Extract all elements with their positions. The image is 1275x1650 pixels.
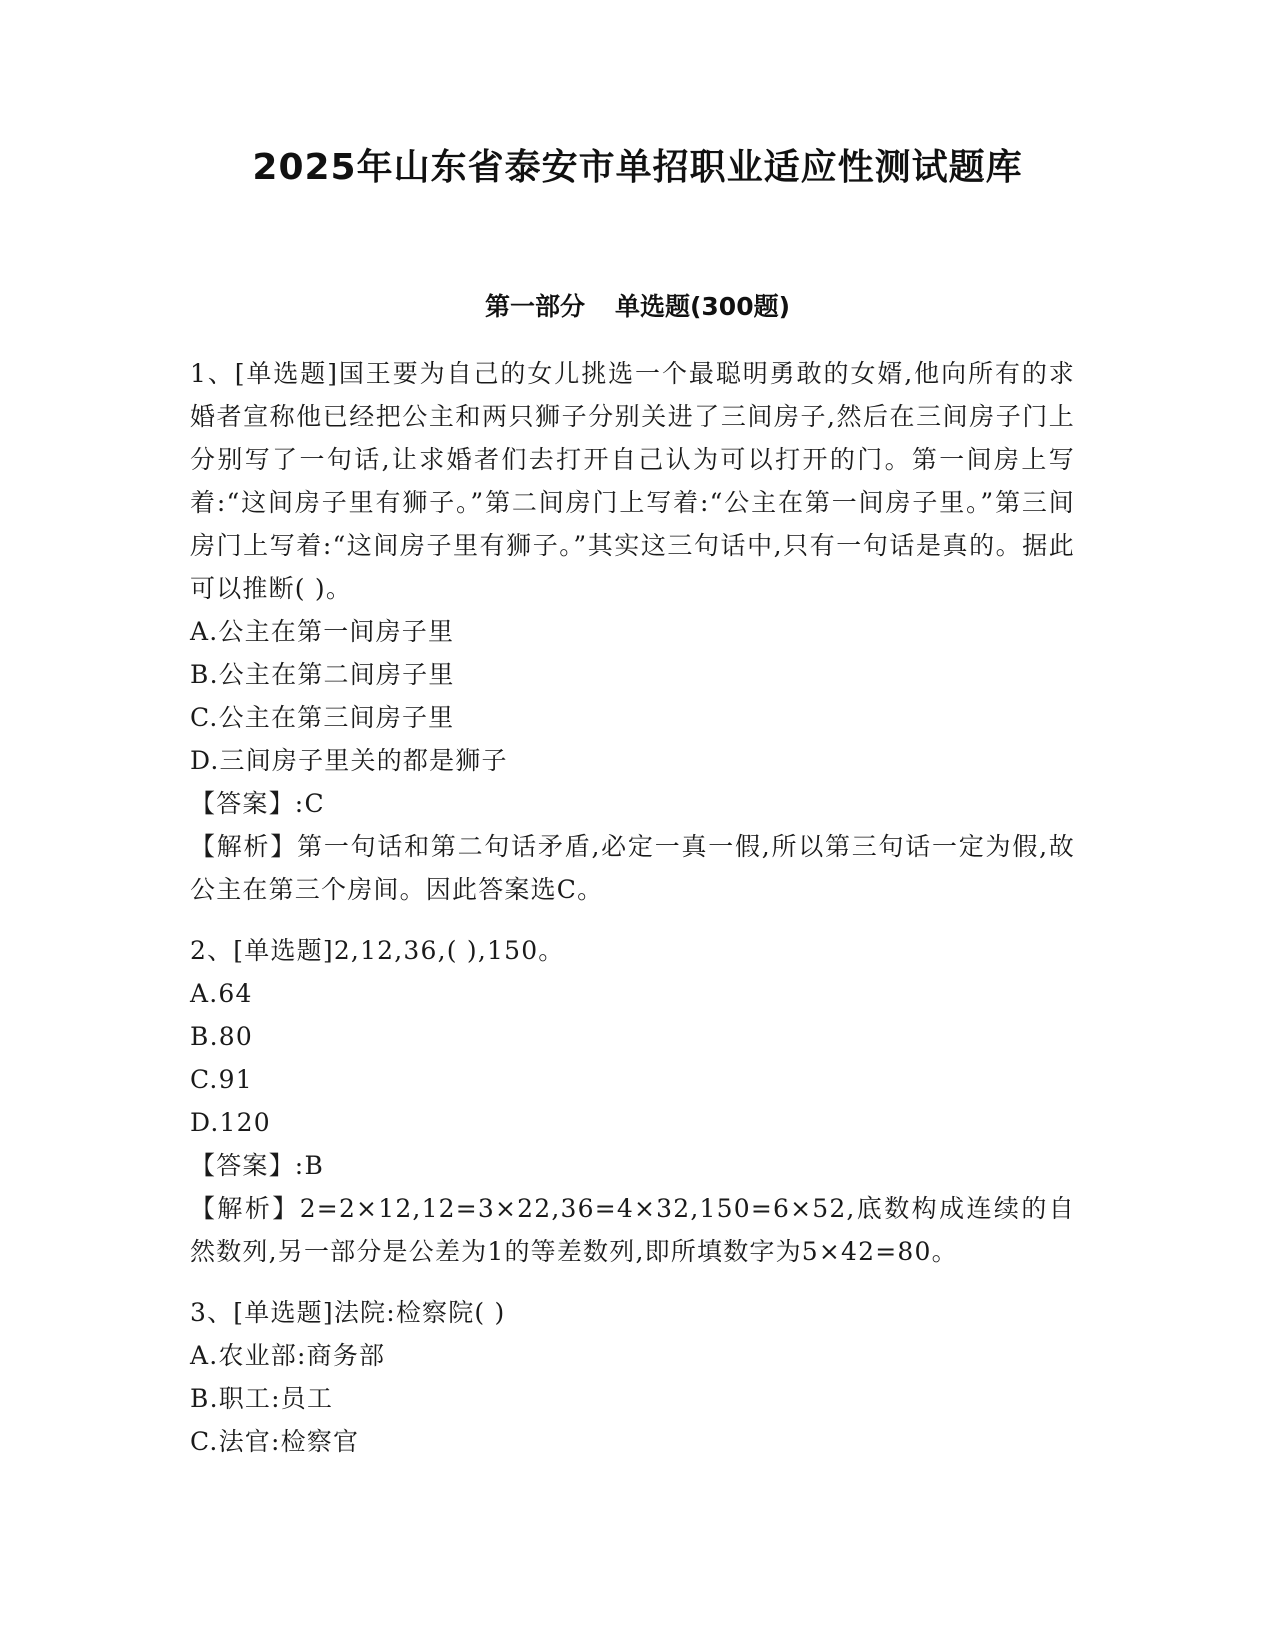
- option-c: C.公主在第三间房子里: [190, 703, 455, 732]
- option-d: D.120: [190, 1108, 271, 1137]
- answer-row: [190, 782, 1075, 825]
- question-3: [190, 1291, 1075, 1463]
- option-b: B.职工:员工: [190, 1384, 334, 1413]
- section-part: 第一部分: [484, 292, 585, 321]
- question-stem: 2、[单选题]2,12,36,( ),150。: [190, 936, 565, 965]
- question-stem: 1、[单选题]国王要为自己的女儿挑选一个最聪明勇敢的女婿,他向所有的求婚者宣称他已经把公主和两只狮子分别关进了三间房子,然后在三间房子门上分别写了一句话,让求婚者们去打开自己认为可以打开的门。第一间房上写着:“这间房子里有狮子。”第二间房门上写着:“公主在第一间房子里。”第三间房门上写着:“这间房子里有狮子。”其实这三句话中,只有一句话是真的。据此可以推断( )。: [190, 359, 1075, 603]
- section-heading: [0, 290, 1275, 324]
- answer-row: [190, 1144, 1075, 1187]
- analysis-label: 【解析】: [190, 1194, 300, 1223]
- question-list: [190, 352, 1075, 1481]
- option-b: B.公主在第二间房子里: [190, 660, 455, 689]
- question-1: [190, 352, 1075, 911]
- option-b: B.80: [190, 1022, 253, 1051]
- option-a: A.64: [190, 979, 253, 1008]
- section-name: 单选题(300题): [614, 292, 791, 321]
- option-a: A.公主在第一间房子里: [190, 617, 455, 646]
- answer-label: 【答案】:: [190, 1151, 305, 1180]
- document-title: 2025年山东省泰安市单招职业适应性测试题库: [252, 147, 1023, 188]
- answer-label: 【答案】:: [190, 789, 305, 818]
- answer-value: B: [304, 1151, 325, 1180]
- option-d: D.三间房子里关的都是狮子: [190, 746, 508, 775]
- analysis-row: [190, 825, 1075, 911]
- analysis-text: 2=2×12,12=3×22,36=4×32,150=6×52,底数构成连续的自然数列,另一部分是公差为1的等差数列,即所填数字为5×42=80。: [190, 1194, 1075, 1266]
- analysis-row: [190, 1187, 1075, 1273]
- option-c: C.法官:检察官: [190, 1427, 360, 1456]
- question-stem: 3、[单选题]法院:检察院( ): [190, 1298, 506, 1327]
- question-2: [190, 929, 1075, 1273]
- answer-value: C: [304, 789, 325, 818]
- analysis-text: 第一句话和第二句话矛盾,必定一真一假,所以第三句话一定为假,故公主在第三个房间。因此答案选C。: [190, 832, 1075, 904]
- option-a: A.农业部:商务部: [190, 1341, 386, 1370]
- option-c: C.91: [190, 1065, 253, 1094]
- analysis-label: 【解析】: [190, 832, 298, 861]
